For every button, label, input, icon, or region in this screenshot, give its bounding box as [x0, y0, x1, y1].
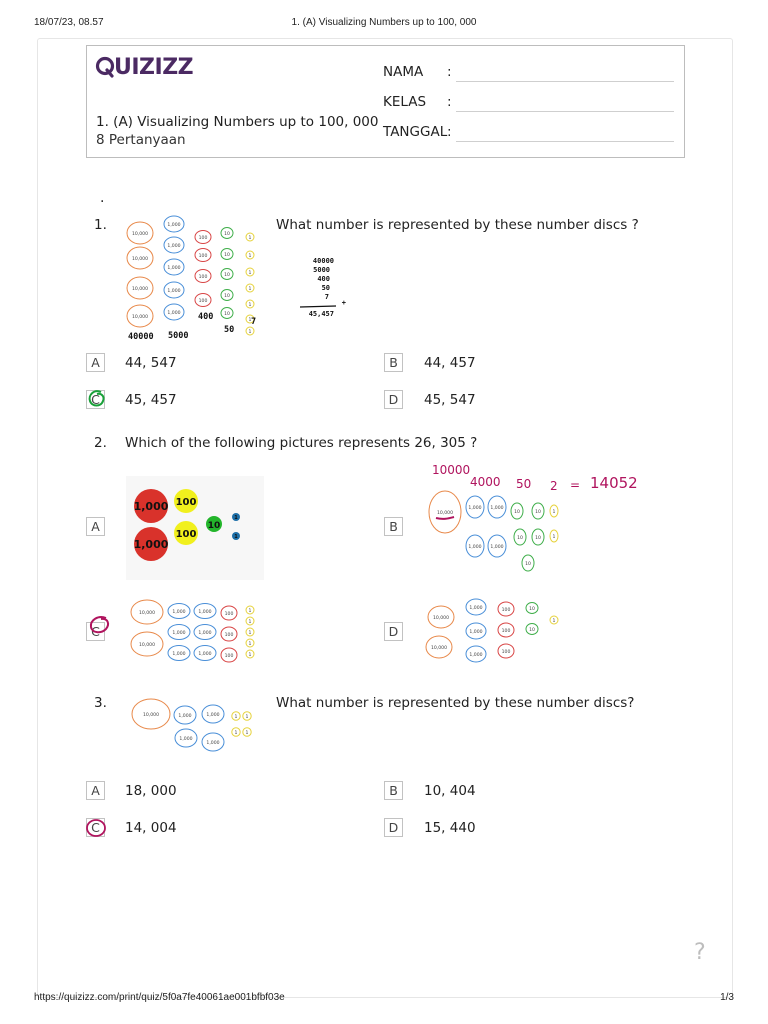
svg-text:10000: 10000 — [432, 463, 471, 477]
quiz-title: 1. (A) Visualizing Numbers up to 100, 000 — [96, 114, 379, 130]
svg-text:1,000: 1,000 — [468, 506, 482, 511]
hundred-discs — [195, 231, 211, 307]
q2-option-a-image[interactable] — [126, 476, 264, 580]
svg-text:1: 1 — [234, 715, 238, 720]
svg-text:1: 1 — [552, 510, 556, 515]
question-count: 8 Pertanyaan — [96, 132, 186, 148]
field-colon: : — [447, 94, 452, 110]
q1-option-c-text[interactable]: 45, 457 — [125, 392, 177, 408]
svg-text:1,000: 1,000 — [490, 506, 504, 511]
svg-text:1: 1 — [248, 642, 252, 647]
question-3-number: 3. — [94, 695, 107, 711]
ten-discs — [221, 228, 233, 319]
print-timestamp: 18/07/23, 08.57 — [34, 17, 104, 28]
question-3-disc-image — [126, 692, 260, 756]
handwritten-b-calculation — [432, 463, 638, 493]
q1-option-a-letter[interactable]: A — [86, 353, 105, 372]
svg-text:100: 100 — [224, 654, 234, 659]
svg-text:10: 10 — [517, 536, 523, 541]
svg-text:1,000: 1,000 — [206, 713, 220, 718]
svg-text:1,000: 1,000 — [133, 500, 169, 513]
svg-text:1: 1 — [234, 515, 238, 521]
svg-text:100: 100 — [198, 236, 208, 241]
svg-text:5000: 5000 — [313, 266, 330, 274]
svg-text:100: 100 — [198, 254, 208, 259]
svg-text:1: 1 — [248, 287, 252, 292]
handwritten-sum — [300, 257, 346, 318]
q1-option-c-letter[interactable]: C — [86, 390, 105, 409]
svg-text:1: 1 — [234, 731, 238, 736]
svg-text:1,000: 1,000 — [172, 652, 186, 657]
q3-option-d-text[interactable]: 15, 440 — [424, 820, 476, 836]
svg-text:10: 10 — [224, 312, 230, 317]
q2-option-c-image[interactable] — [126, 596, 260, 666]
svg-text:1: 1 — [248, 236, 252, 241]
date-field — [383, 124, 679, 144]
q3-option-b-letter[interactable]: B — [384, 781, 403, 800]
svg-text:10,000: 10,000 — [436, 511, 454, 516]
question-2-text: Which of the following pictures represents 26, 305 ? — [125, 435, 478, 451]
q1-option-a-text[interactable]: 44, 547 — [125, 355, 177, 371]
svg-text:1,000: 1,000 — [469, 653, 483, 658]
svg-text:50: 50 — [224, 325, 235, 335]
print-header — [34, 17, 734, 31]
svg-text:7: 7 — [324, 293, 329, 301]
svg-text:100: 100 — [224, 633, 234, 638]
svg-text:1,000: 1,000 — [167, 311, 181, 316]
q3-option-d-letter[interactable]: D — [384, 818, 403, 837]
stray-dot: . — [100, 190, 105, 206]
svg-text:1,000: 1,000 — [206, 741, 220, 746]
name-field — [383, 64, 679, 84]
svg-text:100: 100 — [501, 650, 511, 655]
help-icon[interactable]: ? — [694, 940, 706, 965]
svg-text:50: 50 — [321, 284, 330, 292]
field-label: NAMA — [383, 64, 424, 80]
field-label: KELAS — [383, 94, 427, 110]
class-field — [383, 94, 679, 114]
svg-text:1,000: 1,000 — [172, 631, 186, 636]
q1-option-d-text[interactable]: 45, 547 — [424, 392, 476, 408]
q3-option-c-text[interactable]: 14, 004 — [125, 820, 177, 836]
print-footer — [34, 992, 734, 1006]
svg-text:1: 1 — [248, 303, 252, 308]
q3-option-b-text[interactable]: 10, 404 — [424, 783, 476, 799]
svg-text:2: 2 — [550, 479, 558, 493]
q2-option-b-image[interactable] — [424, 460, 656, 582]
print-page-number: 1/3 — [720, 992, 734, 1003]
svg-text:1,000: 1,000 — [133, 538, 169, 551]
thousand-discs — [164, 216, 184, 320]
svg-text:10: 10 — [529, 628, 535, 633]
svg-text:1,000: 1,000 — [198, 610, 212, 615]
svg-text:1: 1 — [248, 330, 252, 335]
question-1-number: 1. — [94, 217, 107, 233]
svg-text:10: 10 — [224, 294, 230, 299]
svg-text:45,457: 45,457 — [308, 310, 334, 318]
svg-text:40000: 40000 — [312, 257, 334, 265]
svg-text:100: 100 — [501, 608, 511, 613]
svg-text:1: 1 — [248, 318, 252, 323]
q2-option-c-letter[interactable]: C — [86, 622, 105, 641]
svg-text:1,000: 1,000 — [172, 610, 186, 615]
question-3-text: What number is represented by these number discs? — [276, 695, 635, 711]
svg-text:1: 1 — [248, 254, 252, 259]
q2-option-d-letter[interactable]: D — [384, 622, 403, 641]
svg-text:10: 10 — [529, 607, 535, 612]
svg-text:400: 400 — [198, 312, 214, 322]
question-2-number: 2. — [94, 435, 107, 451]
svg-text:1,000: 1,000 — [178, 714, 192, 719]
svg-text:10,000: 10,000 — [138, 643, 156, 648]
svg-text:10,000: 10,000 — [138, 611, 156, 616]
q2-option-a-letter[interactable]: A — [86, 517, 105, 536]
svg-text:1,000: 1,000 — [179, 737, 193, 742]
svg-text:1: 1 — [245, 731, 249, 736]
svg-text:+: + — [341, 299, 346, 307]
q1-option-d-letter[interactable]: D — [384, 390, 403, 409]
svg-text:10: 10 — [224, 253, 230, 258]
svg-text:10: 10 — [207, 521, 221, 531]
svg-text:14052: 14052 — [590, 474, 638, 492]
svg-text:5000: 5000 — [168, 331, 189, 341]
svg-text:1: 1 — [552, 619, 556, 624]
svg-text:1: 1 — [234, 534, 238, 540]
svg-text:1,000: 1,000 — [167, 289, 181, 294]
svg-text:1,000: 1,000 — [167, 223, 181, 228]
svg-text:10,000: 10,000 — [131, 287, 149, 292]
svg-text:7: 7 — [251, 317, 257, 327]
logo-text: UIZIZZ — [114, 55, 194, 80]
q2-option-d-image[interactable] — [424, 596, 564, 668]
svg-text:100: 100 — [175, 497, 197, 508]
q3-option-a-letter[interactable]: A — [86, 781, 105, 800]
q3-option-c-letter[interactable]: C — [86, 818, 105, 837]
svg-text:10: 10 — [224, 232, 230, 237]
ten-thousand-discs — [127, 222, 153, 327]
svg-text:1,000: 1,000 — [167, 266, 181, 271]
q1-option-b-letter[interactable]: B — [384, 353, 403, 372]
svg-text:1: 1 — [248, 653, 252, 658]
svg-text:50: 50 — [516, 477, 532, 491]
svg-text:1: 1 — [248, 609, 252, 614]
svg-text:1: 1 — [552, 535, 556, 540]
svg-text:100: 100 — [501, 629, 511, 634]
svg-text:100: 100 — [224, 612, 234, 617]
field-colon: : — [447, 124, 452, 140]
svg-text:100: 100 — [198, 299, 208, 304]
svg-text:400: 400 — [317, 275, 330, 283]
svg-text:10,000: 10,000 — [432, 616, 450, 621]
svg-text:1: 1 — [248, 631, 252, 636]
print-url: https://quizizz.com/print/quiz/5f0a7fe40061ae001bfbf03e — [34, 992, 285, 1003]
q3-option-a-text[interactable]: 18, 000 — [125, 783, 177, 799]
quizizz-logo — [96, 55, 193, 80]
svg-text:10: 10 — [514, 510, 520, 515]
date-input-line[interactable] — [456, 141, 674, 142]
svg-text:1: 1 — [245, 715, 249, 720]
q2-option-b-letter[interactable]: B — [384, 517, 403, 536]
svg-text:10,000: 10,000 — [142, 713, 160, 718]
svg-text:10: 10 — [535, 510, 541, 515]
svg-text:1,000: 1,000 — [490, 545, 504, 550]
svg-text:1,000: 1,000 — [469, 606, 483, 611]
svg-text:10: 10 — [535, 536, 541, 541]
field-colon: : — [447, 64, 452, 80]
svg-text:100: 100 — [175, 529, 197, 540]
svg-text:1,000: 1,000 — [468, 545, 482, 550]
svg-text:1: 1 — [248, 620, 252, 625]
svg-text:1: 1 — [248, 271, 252, 276]
svg-text:4000: 4000 — [470, 475, 501, 489]
svg-text:10,000: 10,000 — [131, 232, 149, 237]
question-1-text: What number is represented by these number discs ? — [276, 217, 639, 233]
svg-text:1,000: 1,000 — [198, 631, 212, 636]
logo-q-icon — [95, 56, 115, 78]
svg-text:40000: 40000 — [128, 332, 154, 342]
print-page-title: 1. (A) Visualizing Numbers up to 100, 000 — [291, 17, 477, 28]
svg-text:1,000: 1,000 — [469, 630, 483, 635]
svg-text:10,000: 10,000 — [131, 257, 149, 262]
quiz-header — [86, 45, 685, 158]
q1-option-b-text[interactable]: 44, 457 — [424, 355, 476, 371]
svg-text:100: 100 — [198, 275, 208, 280]
svg-text:1,000: 1,000 — [198, 652, 212, 657]
field-label: TANGGAL — [383, 124, 448, 140]
class-input-line[interactable] — [456, 111, 674, 112]
name-input-line[interactable] — [456, 81, 674, 82]
svg-text:10: 10 — [525, 562, 531, 567]
svg-text:=: = — [570, 478, 581, 492]
svg-text:10,000: 10,000 — [131, 315, 149, 320]
svg-text:10: 10 — [224, 273, 230, 278]
svg-text:1,000: 1,000 — [167, 244, 181, 249]
svg-text:10,000: 10,000 — [430, 646, 448, 651]
